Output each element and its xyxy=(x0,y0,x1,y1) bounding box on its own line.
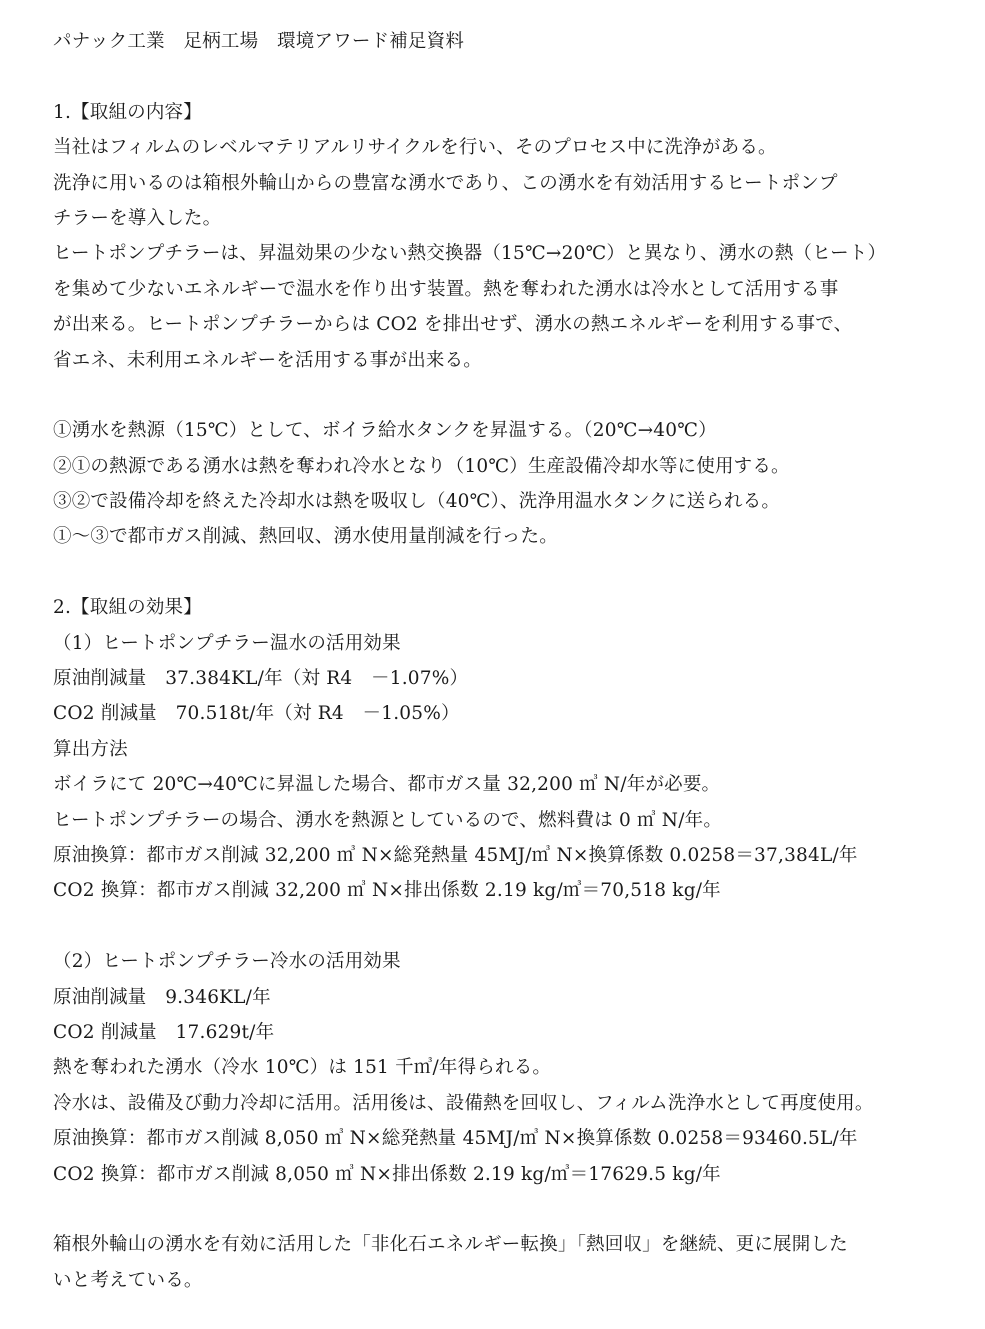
document-page xyxy=(53,24,933,1298)
subsection2-line: 原油換算：都市ガス削減 8,050 ㎥ N×総発熱量 45MJ/㎥ N×換算係数 0.0258＝93460.5L/年 xyxy=(53,1128,858,1150)
spacer xyxy=(53,909,933,944)
subsection2-title: （2）ヒートポンプチラー冷水の活用効果 xyxy=(53,951,401,973)
step-summary: ①～③で都市ガス削減、熱回収、湧水使用量削減を行った。 xyxy=(53,526,558,548)
spacer xyxy=(53,378,933,413)
section1-text-line: ヒートポンプチラーは、昇温効果の少ない熱交換器（15℃→20℃）と異なり、湧水の熱（ヒート） xyxy=(53,243,887,265)
subsection1-title: （1）ヒートポンプチラー温水の活用効果 xyxy=(53,632,401,654)
subsection2-line: CO2 換算：都市ガス削減 8,050 ㎥ N×排出係数 2.19 kg/㎥＝17629.5 kg/年 xyxy=(53,1163,721,1185)
conclusion-line: いと考えている。 xyxy=(53,1269,203,1291)
subsection1-line: ヒートポンプチラーの場合、湧水を熱源としているので、燃料費は 0 ㎥ N/年。 xyxy=(53,809,723,831)
subsection1-line: 原油削減量 37.384KL/年（対 R4 －1.07%） xyxy=(53,668,469,690)
subsection2-line: 熱を奪われた湧水（冷水 10℃）は 151 千㎥/年得られる。 xyxy=(53,1057,552,1079)
conclusion-line: 箱根外輪山の湧水を有効に活用した「非化石エネルギー転換」「熱回収」を継続、更に展開した xyxy=(53,1234,848,1256)
subsection1-line: 算出方法 xyxy=(53,738,128,760)
subsection1-line: 原油換算：都市ガス削減 32,200 ㎥ N×総発熱量 45MJ/㎥ N×換算係数 0.0258＝37,384L/年 xyxy=(53,844,858,866)
spacer xyxy=(53,59,933,94)
section1-text-line: を集めて少ないエネルギーで温水を作り出す装置。熱を奪われた湧水は冷水として活用する事 xyxy=(53,278,839,300)
section1-text-line: 省エネ、未利用エネルギーを活用する事が出来る。 xyxy=(53,349,482,371)
spacer xyxy=(53,555,933,590)
section1-heading: 1.【取組の内容】 xyxy=(53,101,202,123)
section2-heading: 2.【取組の効果】 xyxy=(53,597,202,619)
document-title: パナック工業 足柄工場 環境アワード補足資料 xyxy=(53,31,465,52)
step-item: ①湧水を熱源（15℃）として、ボイラ給水タンクを昇温する。（20℃→40℃） xyxy=(53,420,717,442)
section1-text-line: チラーを導入した。 xyxy=(53,207,222,229)
subsection2-line: CO2 削減量 17.629t/年 xyxy=(53,1021,275,1043)
subsection1-line: CO2 換算：都市ガス削減 32,200 ㎥ N×排出係数 2.19 kg/㎥＝70,518 kg/年 xyxy=(53,880,721,902)
subsection1-line: ボイラにて 20℃→40℃に昇温した場合、都市ガス量 32,200 ㎥ N/年が必要。 xyxy=(53,774,721,796)
subsection2-line: 冷水は、設備及び動力冷却に活用。活用後は、設備熱を回収し、フィルム洗浄水として再度使用。 xyxy=(53,1092,874,1114)
section1-text-line: 当社はフィルムのレベルマテリアルリサイクルを行い、そのプロセス中に洗浄がある。 xyxy=(53,137,777,159)
section1-text-line: が出来る。ヒートポンプチラーからは CO2 を排出せず、湧水の熱エネルギーを利用する事で、 xyxy=(53,314,853,336)
subsection1-line: CO2 削減量 70.518t/年（対 R4 －1.05%） xyxy=(53,703,460,725)
spacer xyxy=(53,1192,933,1227)
section1-text-line: 洗浄に用いるのは箱根外輪山からの豊富な湧水であり、この湧水を有効活用するヒートポンプ xyxy=(53,172,838,194)
step-item: ③②で設備冷却を終えた冷却水は熱を吸収し（40℃）、洗浄用温水タンクに送られる。 xyxy=(53,491,781,513)
step-item: ②①の熱源である湧水は熱を奪われ冷水となり（10℃）生産設備冷却水等に使用する。 xyxy=(53,455,790,477)
subsection2-line: 原油削減量 9.346KL/年 xyxy=(53,986,271,1008)
